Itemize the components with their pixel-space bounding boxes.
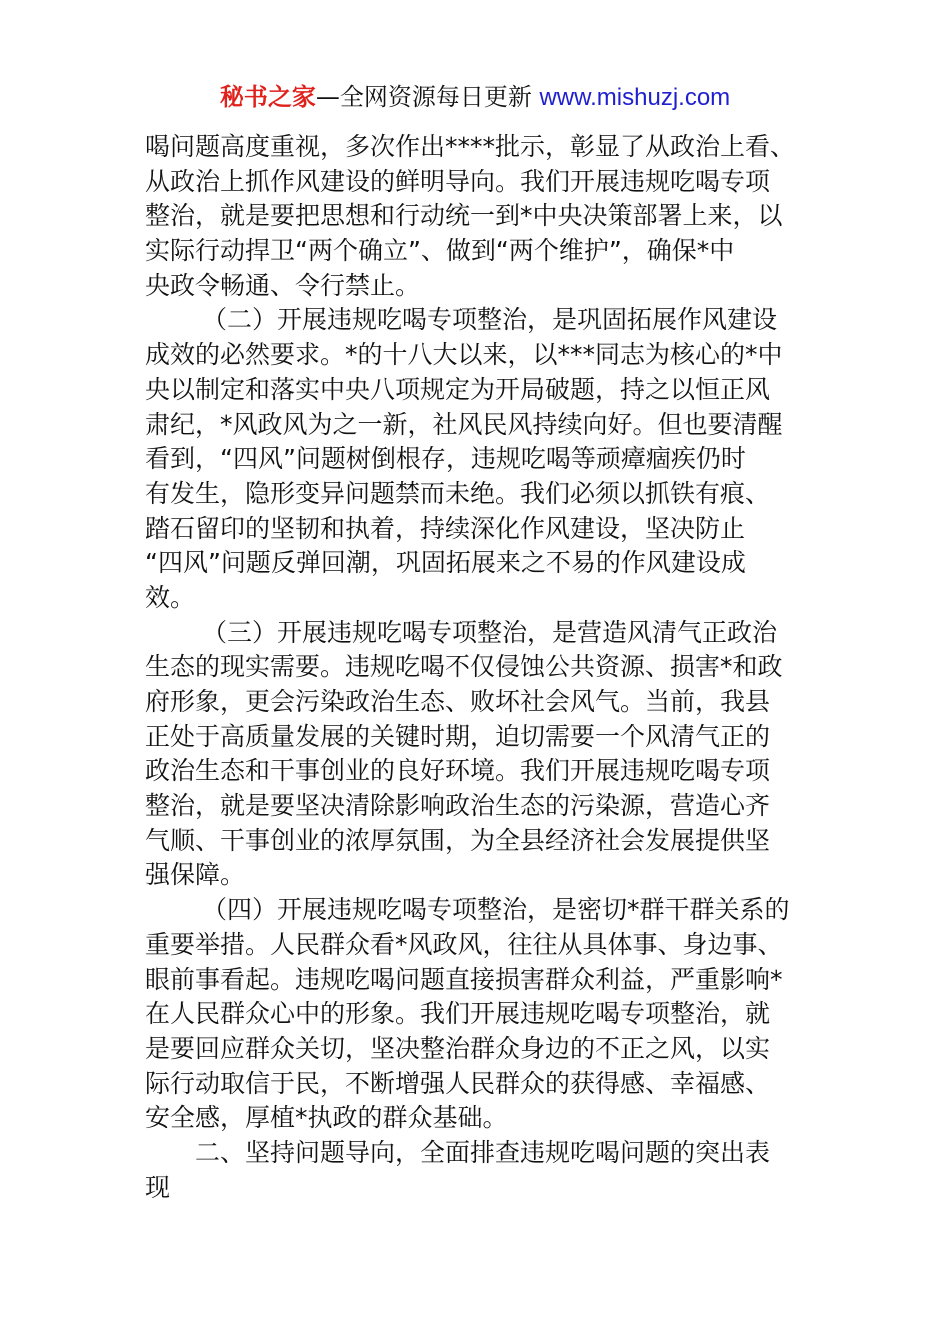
text-line: 央政令畅通、令行禁止。 xyxy=(145,270,421,300)
text-line: 气顺、干事创业的浓厚氛围，为全县经济社会发展提供坚 xyxy=(145,825,771,855)
text-line: 生态的现实需要。违规吃喝不仅侵蚀公共资源、损害*和政 xyxy=(145,652,783,682)
text-line: 喝问题高度重视，多次作出****批示，彰显了从政治上看、 xyxy=(145,132,796,161)
text-line: 效。 xyxy=(145,582,196,612)
text-line: “四风”问题反弹回潮，巩固拓展来之不易的作风建设成 xyxy=(145,548,746,578)
text-line: 整治，就是要坚决清除影响政治生态的污染源，营造心齐 xyxy=(145,791,771,821)
text-line: 是要回应群众关切，坚决整治群众身边的不正之风，以实 xyxy=(145,1033,771,1063)
text-line: 府形象，更会污染政治生态、败坏社会风气。当前，我县 xyxy=(145,687,771,716)
text-line: 实际行动捍卫“两个确立”、做到“两个维护”，确保*中 xyxy=(145,236,735,266)
text-line: 从政治上抓作风建设的鲜明导向。我们开展违规吃喝专项 xyxy=(145,166,771,196)
text-line: 强保障。 xyxy=(145,860,246,890)
site-header xyxy=(0,80,950,115)
text-line: 正处于高质量发展的关键时期，迫切需要一个风清气正的 xyxy=(145,721,771,751)
text-line: 有发生，隐形变异问题禁而未绝。我们必须以抓铁有痕、 xyxy=(145,478,771,508)
paragraph-start: （四）开展违规吃喝专项整治，是密切*群干群关系的 xyxy=(202,895,790,925)
text-line: 际行动取信于民，不断增强人民群众的获得感、幸福感、 xyxy=(145,1068,771,1098)
text-line: 重要举措。人民群众看*风政风，往往从具体事、身边事、 xyxy=(145,929,783,959)
text-line: 眼前事看起。违规吃喝问题直接损害群众利益，严重影响* xyxy=(145,964,783,994)
section-heading-continued: 现 xyxy=(145,1172,171,1202)
text-line: 踏石留印的坚韧和执着，持续深化作风建设，坚决防止 xyxy=(145,513,746,543)
text-line: 整治，就是要把思想和行动统一到*中央决策部署上来，以 xyxy=(145,201,783,231)
brand-name: 秘书之家 xyxy=(219,83,316,111)
text-line: 在人民群众心中的形象。我们开展违规吃喝专项整治，就 xyxy=(145,999,771,1029)
text-line: 看到，“四风”问题树倒根存，违规吃喝等顽瘴痼疾仍时 xyxy=(145,444,746,474)
section-heading: 二、坚持问题导向，全面排查违规吃喝问题的突出表 xyxy=(195,1137,771,1167)
text-line: 央以制定和落实中央八项规定为开局破题，持之以恒正风 xyxy=(145,374,771,404)
paragraph-start: （二）开展违规吃喝专项整治，是巩固拓展作风建设 xyxy=(202,305,778,335)
paragraph-start: （三）开展违规吃喝专项整治，是营造风清气正政治 xyxy=(202,617,778,647)
text-line: 安全感，厚植*执政的群众基础。 xyxy=(145,1103,508,1133)
header-tagline: —全网资源每日更新 xyxy=(315,83,532,111)
site-url[interactable]: www.mishuzj.com xyxy=(539,84,731,111)
text-line: 肃纪，*风政风为之一新，社风民风持续向好。但也要清醒 xyxy=(145,409,783,439)
document-body xyxy=(145,130,815,1205)
text-line: 成效的必然要求。*的十八大以来，以***同志为核心的*中 xyxy=(145,340,783,370)
text-line: 政治生态和干事创业的良好环境。我们开展违规吃喝专项 xyxy=(145,756,771,786)
